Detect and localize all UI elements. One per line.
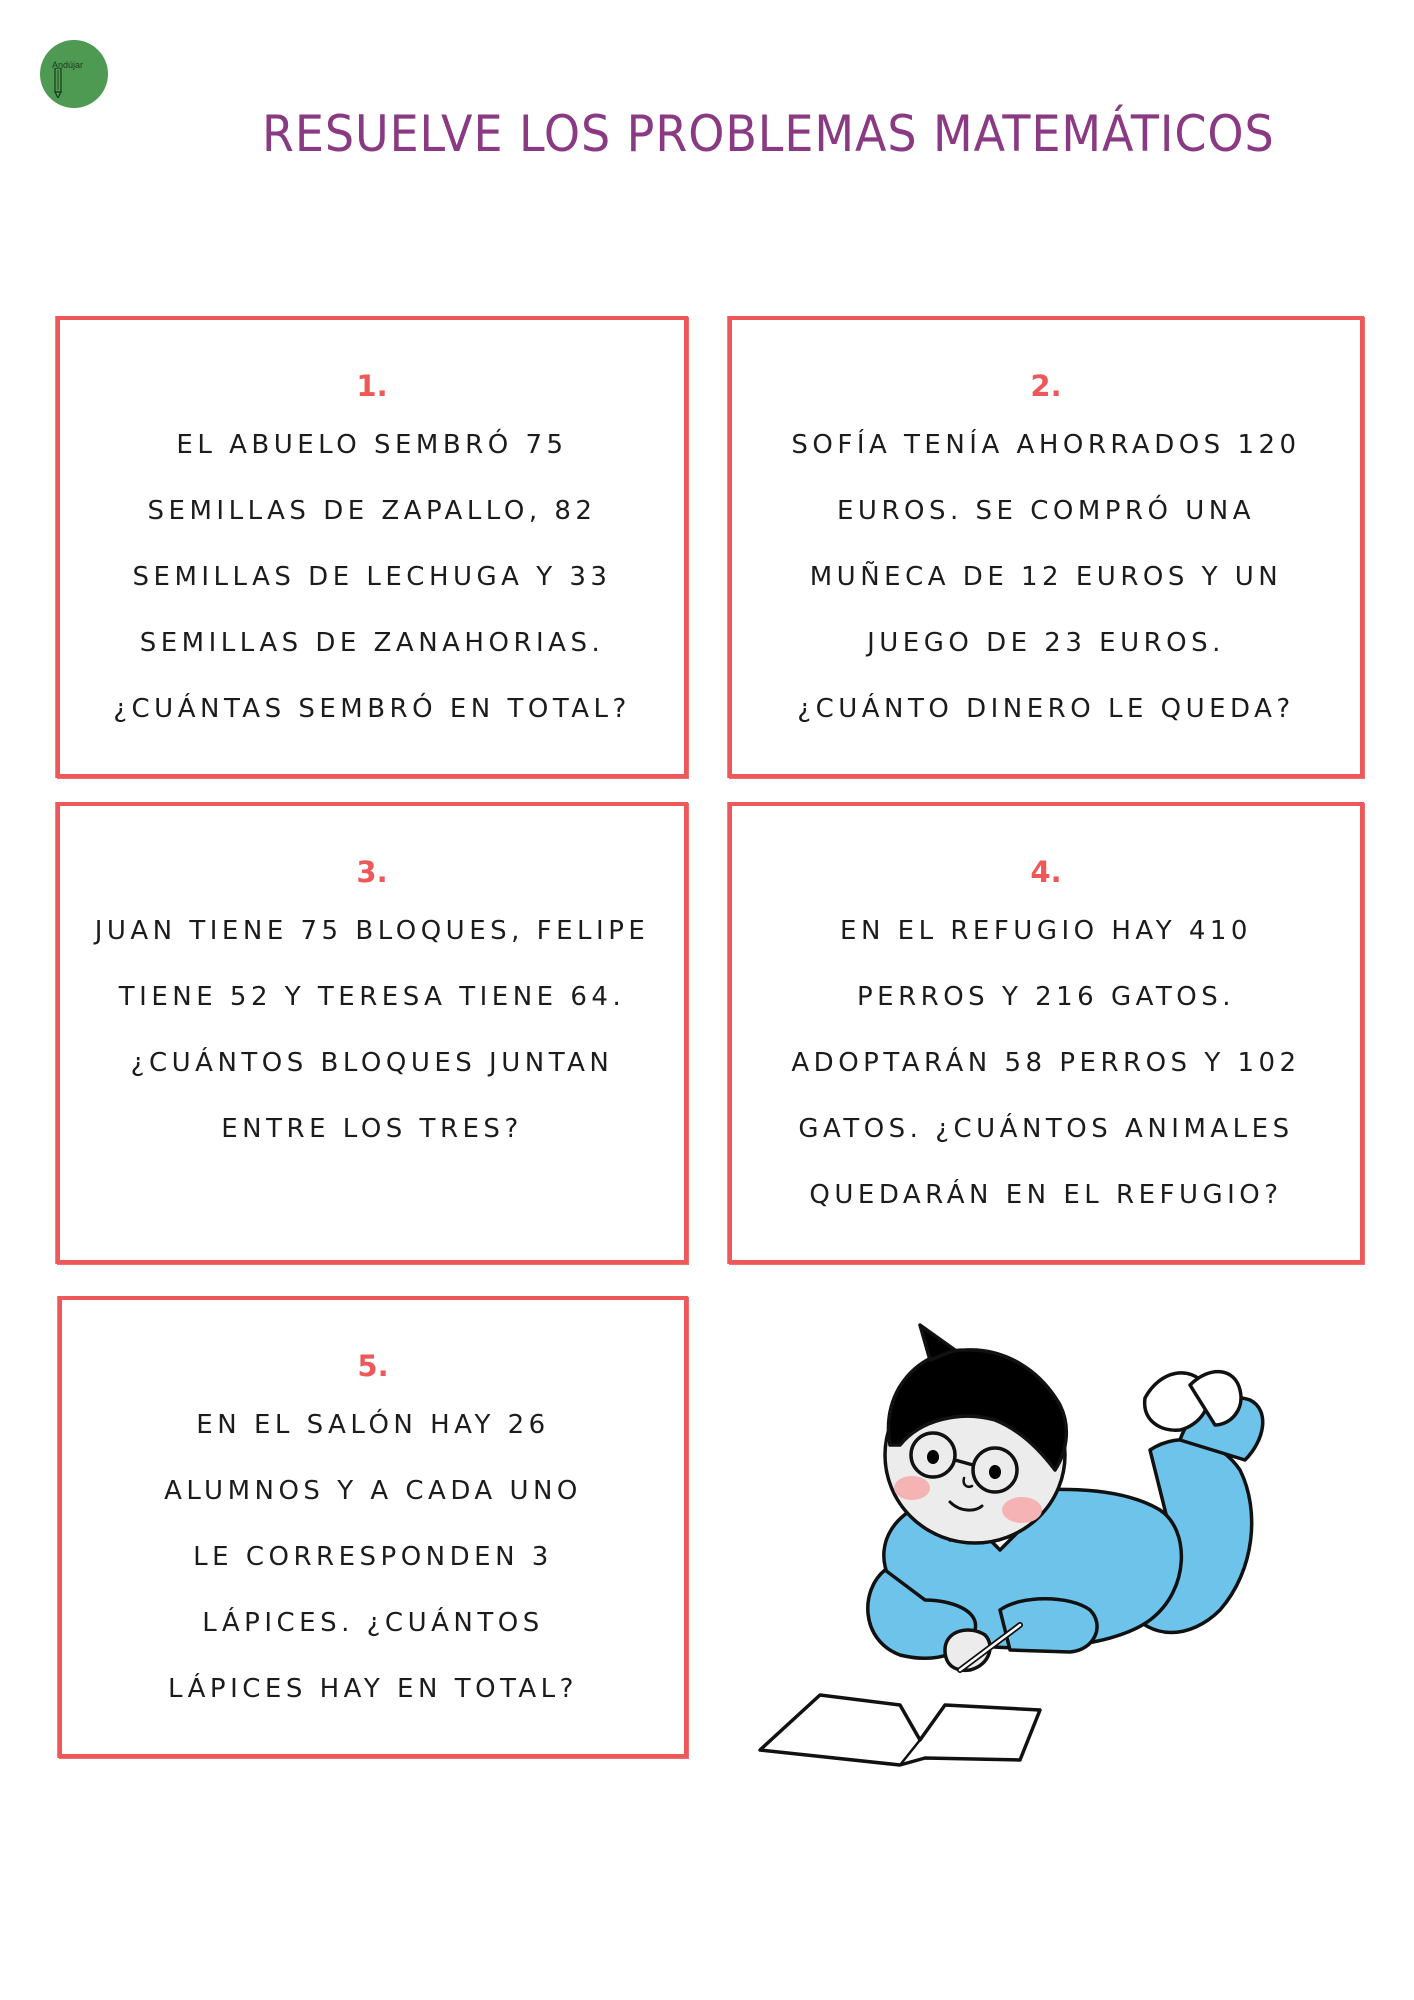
- problem-text: EL ABUELO SEMBRÓ 75 SEMILLAS DE ZAPALLO, 82 SEMILLAS DE LECHUGA Y 33 SEMILLAS DE ZANAHORIAS. ¿CUÁNTAS SEMBRÓ EN TOTAL?: [113, 430, 631, 724]
- problem-text: EN EL SALÓN HAY 26 ALUMNOS Y A CADA UNO LE CORRESPONDEN 3 LÁPICES. ¿CUÁNTOS LÁPICES HAY EN TOTAL?: [164, 1410, 582, 1704]
- problem-number: 5.: [357, 1349, 389, 1383]
- school-logo: [40, 40, 108, 108]
- problem-number: 3.: [356, 855, 388, 889]
- page-title: RESUELVE LOS PROBLEMAS MATEMÁTICOS: [262, 105, 1275, 163]
- problem-card-2: [728, 316, 1364, 778]
- problem-number: 4.: [1030, 855, 1062, 889]
- problem-card-5: [58, 1296, 688, 1758]
- boy-reading-book-illustration: [750, 1310, 1320, 1770]
- pencil-icon: [54, 68, 62, 98]
- problem-card-4: [728, 802, 1364, 1264]
- problem-text: JUAN TIENE 75 BLOQUES, FELIPE TIENE 52 Y TERESA TIENE 64. ¿CUÁNTOS BLOQUES JUNTAN ENTRE LOS TRES?: [94, 916, 650, 1144]
- problem-number: 1.: [356, 369, 388, 403]
- problem-number: 2.: [1030, 369, 1062, 403]
- logo-text: Andújar: [52, 60, 84, 70]
- problem-card-1: [56, 316, 688, 778]
- problem-card-3: [56, 802, 688, 1264]
- problem-text: SOFÍA TENÍA AHORRADOS 120 EUROS. SE COMPRÓ UNA MUÑECA DE 12 EUROS Y UN JUEGO DE 23 EUROS. ¿CUÁNTO DINERO LE QUEDA?: [791, 430, 1301, 724]
- problem-text: EN EL REFUGIO HAY 410 PERROS Y 216 GATOS. ADOPTARÁN 58 PERROS Y 102 GATOS. ¿CUÁNTOS ANIMALES QUEDARÁN EN EL REFUGIO?: [791, 916, 1301, 1210]
